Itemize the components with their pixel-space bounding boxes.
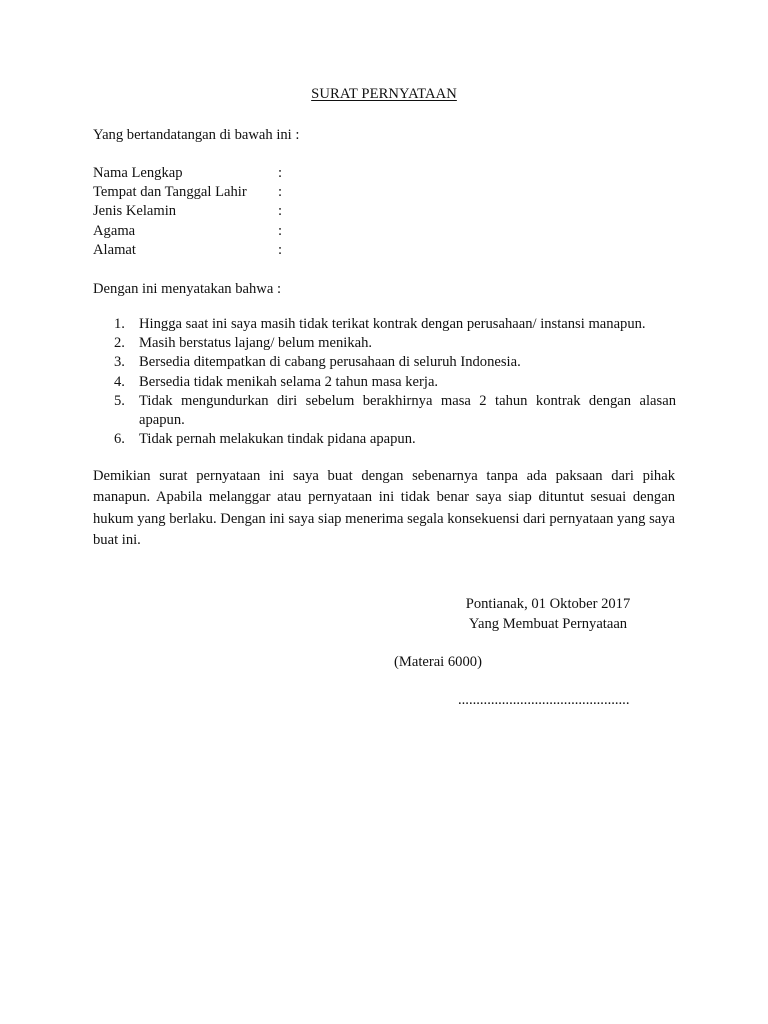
list-text: Bersedia tidak menikah selama 2 tahun masa kerja. [139, 373, 439, 390]
field-label: Agama [93, 222, 136, 239]
place-date: Pontianak, 01 Oktober 2017 [465, 596, 631, 612]
field-colon: : [278, 241, 283, 258]
list-number: 2. [114, 335, 125, 352]
field-label: Alamat [93, 241, 136, 258]
list-item [93, 392, 676, 430]
list-number: 6. [114, 431, 125, 448]
list-item [93, 315, 676, 334]
list-text: Tidak pernah melakukan tindak pidana apapun. [139, 431, 416, 448]
field-label: Tempat dan Tanggal Lahir [93, 184, 247, 201]
field-label: Jenis Kelamin [93, 203, 177, 220]
list-item [93, 430, 676, 449]
list-item [93, 373, 676, 392]
list-text: Masih berstatus lajang/ belum menikah. [139, 335, 373, 352]
list-text: Hingga saat ini saya masih tidak terikat kontrak dengan perusahaan/ instansi manapun. [139, 316, 646, 332]
list-number: 1. [114, 316, 125, 332]
signer-title: Yang Membuat Pernyataan [468, 616, 628, 632]
field-label: Nama Lengkap [93, 165, 183, 181]
field-colon: : [278, 165, 283, 181]
field-colon: : [278, 184, 283, 201]
list-text: Bersedia ditempatkan di cabang perusahaan di seluruh Indonesia. [139, 354, 521, 371]
statement-intro: Dengan ini menyatakan bahwa : [93, 281, 282, 297]
list-item [93, 334, 676, 353]
closing-paragraph: Demikian surat pernyataan ini saya buat dengan sebenarnya tanpa ada paksaan dari pihak manapun. Apabila melanggar atau pernyataan ini tidak benar saya siap dituntut sesuai dengan hukum yang berlaku. Dengan ini saya siap menerima segala konsekuensi dari pernyataan yang saya buat ini. [93, 468, 675, 548]
list-item [93, 353, 676, 372]
signature-line: ............................................... [458, 692, 630, 708]
field-colon: : [278, 203, 283, 220]
intro-text: Yang bertandatangan di bawah ini : [93, 127, 300, 143]
list-text: Tidak mengundurkan diri sebelum berakhirnya masa 2 tahun kontrak dengan alasan apapun. [139, 392, 676, 429]
list-number: 5. [114, 392, 125, 409]
list-number: 4. [114, 373, 125, 390]
field-colon: : [278, 222, 283, 239]
document-title: SURAT PERNYATAAN [311, 86, 457, 102]
list-number: 3. [114, 354, 125, 371]
statement-list [93, 315, 676, 449]
stamp-label: (Materai 6000) [394, 654, 482, 670]
